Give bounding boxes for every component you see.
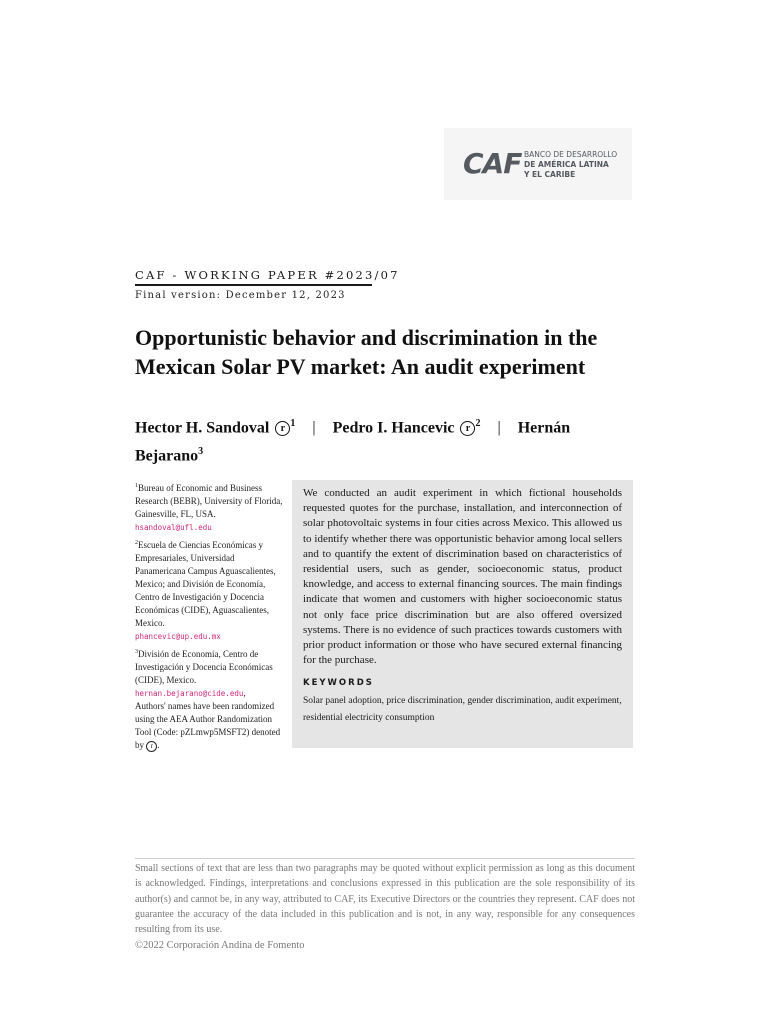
email-link[interactable]: hernan.bejarano@cide.edu — [135, 689, 244, 698]
author-name: Hector H. Sandoval — [135, 419, 270, 437]
randomization-note: Authors' names have been randomized using the AEA Author Randomization Tool (Code: pZLmwp5MSFT2) denoted by — [135, 701, 281, 750]
affiliation-2 — [135, 537, 285, 643]
copyright-text: ©2022 Corporación Andina de Fomento — [135, 940, 305, 951]
author-sup: 3 — [198, 446, 204, 458]
randomized-mark-icon: r — [275, 421, 290, 436]
keywords-heading: KEYWORDS — [303, 678, 374, 689]
author-name: Pedro I. Hancevic — [332, 419, 455, 437]
affiliations — [135, 480, 285, 755]
author-sup: 1 — [290, 418, 296, 429]
logo-line-3: Y EL CARIBE — [524, 170, 576, 179]
affiliation-sup: 2 — [135, 540, 138, 546]
paper-title: Opportunistic behavior and discrimination in the Mexican Solar PV market: An audit experiment — [135, 325, 598, 379]
author-sup: 2 — [475, 418, 481, 429]
logo-line-1: BANCO DE DESARROLLO — [524, 150, 618, 159]
email-link[interactable]: hsandoval@ufl.edu — [135, 523, 212, 532]
final-version-date: Final version: December 12, 2023 — [135, 290, 346, 301]
abstract-text: We conducted an audit experiment in which fictional households requested quotes for the purchase, installation, and interconnection of solar photovoltaic systems in four cities across Mexico. This allowed us to identify whether there was opportunistic behavior among local sellers and to quantify the extent of discrimination based on characteristics of residential users, such as gender, socioeconomic status, product knowledge, and access to external financing sources. The main findings indicate that women and customers with higher socioeconomic status not only face price discrimination but are also offered oversized systems. There is no evidence of such practices towards customers with prior product information or those who have secured external financing for the purchase. — [303, 487, 622, 667]
affiliation-1 — [135, 480, 285, 534]
author-separator: | — [312, 419, 316, 437]
working-paper-series: CAF - WORKING PAPER #2023/07 — [135, 268, 372, 286]
affiliation-3 — [135, 646, 285, 752]
affiliation-text: Bureau of Economic and Business Research (BEBR), University of Florida, Gainesville, FL, USA. — [135, 483, 283, 519]
caf-logo-text — [524, 150, 617, 180]
affiliation-sup: 1 — [135, 483, 138, 489]
logo-line-2: DE AMÉRICA LATINA — [524, 160, 609, 169]
randomization-note-end: . — [157, 740, 160, 750]
affiliation-sup: 3 — [135, 649, 138, 655]
abstract-box — [292, 480, 633, 748]
caf-logo-mark: CAF — [463, 147, 522, 180]
disclaimer-text: Small sections of text that are less than two paragraphs may be quoted without explicit permission as long as this document is acknowledged. Findings, interpretations and conclusions expressed in this publication are the sole responsibility of its author(s) and cannot be, in any way, attributed to CAF, its Executive Directors or the countries they represent. CAF does not guarantee the accuracy of the data included in this publication and is not, in any way, responsible for any consequences resulting from its use. — [135, 858, 635, 937]
affiliation-punct: , — [243, 688, 246, 698]
keywords-text: Solar panel adoption, price discrimination, gender discrimination, audit experiment, residential electricity consumption — [303, 696, 622, 724]
affiliation-text: División de Economía, Centro de Investigación y Docencia Económicas (CIDE), Mexico. — [135, 649, 273, 685]
caf-logo — [444, 128, 632, 200]
author-list — [135, 412, 625, 469]
author-separator: | — [497, 419, 501, 437]
randomized-mark-icon: r — [460, 421, 475, 436]
author-name: Hernán Bejarano — [135, 419, 571, 465]
affiliation-text: Escuela de Ciencias Económicas y Empresariales, Universidad Panamericana Campus Aguascalientes, Mexico; and División de Economía, Centro de Investigación y Docencia Económicas (CIDE), Aguascalientes, Mexico. — [135, 540, 276, 628]
randomized-mark-icon: r — [146, 741, 157, 752]
email-link[interactable]: phancevic@up.edu.mx — [135, 632, 221, 641]
